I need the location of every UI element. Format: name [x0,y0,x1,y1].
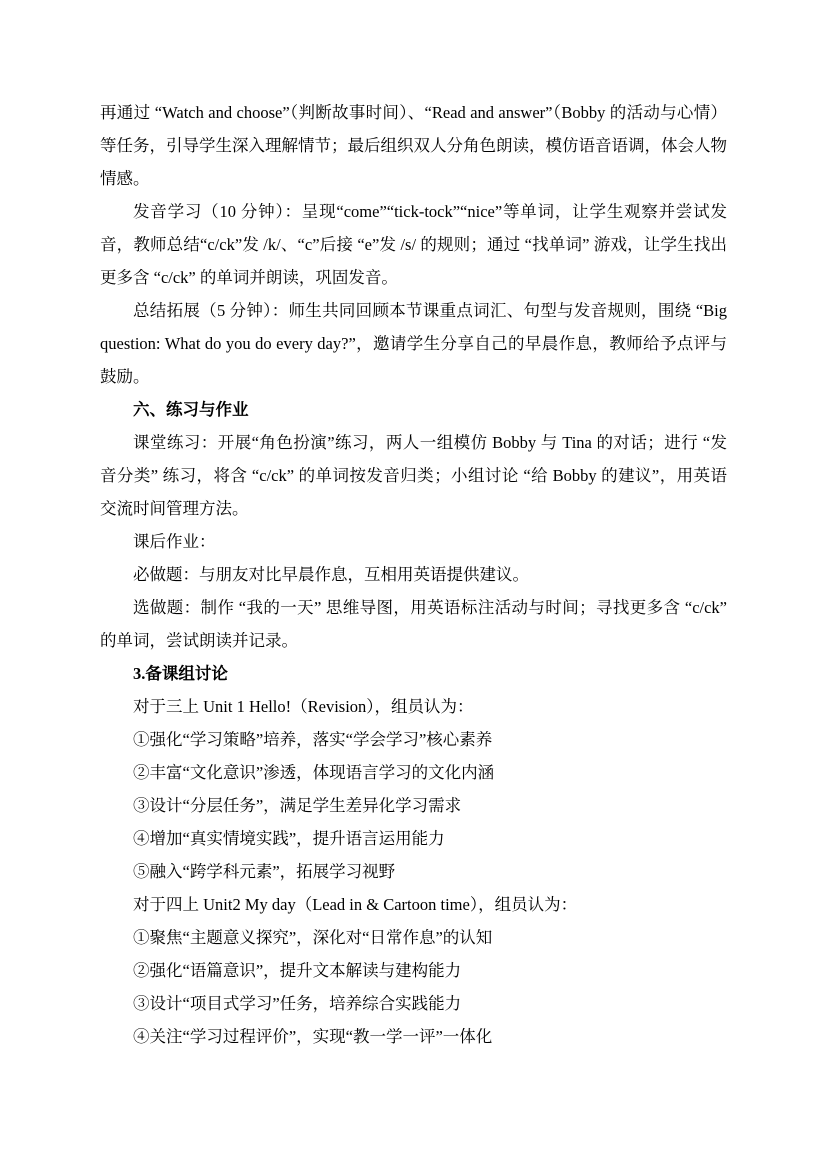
list-item-unit1-point-1: ①强化“学习策略”培养，落实“学会学习”核心素养 [133,730,493,749]
body-paragraph-pronunciation-learning: 发音学习（10 分钟）：呈现“come”“tick-tock”“nice”等单词，让学生观察并尝试发音，教师总结“c/ck”发 /k/、“c”后接 “e”发 /s/ 的规则；通过 “找单词” 游戏，让学生找出更多含 “c/ck” 的单词并朗读，巩固发音。 [100,202,727,287]
list-item-unit2-point-1: ①聚焦“主题意义探究”，深化对“日常作息”的认知 [133,928,493,947]
body-paragraph-summary-extension: 总结拓展（5 分钟）：师生共同回顾本节课重点词汇、句型与发音规则，围绕 “Big question: What do you do every day?”，邀请学生分享自己的早晨作息，教师给予点评与鼓励。 [100,301,727,386]
body-paragraph-unit1-intro: 对于三上 Unit 1 Hello!（Revision），组员认为： [133,697,474,716]
section-heading-group-discussion: 3.备课组讨论 [133,664,228,683]
list-item-unit1-point-5: ⑤融入“跨学科元素”，拓展学习视野 [133,862,396,881]
list-item-unit1-point-2: ②丰富“文化意识”渗透，体现语言学习的文化内涵 [133,763,495,782]
list-item-unit1-point-3: ③设计“分层任务”，满足学生差异化学习需求 [133,796,462,815]
list-item-unit1-point-4: ④增加“真实情境实践”，提升语言运用能力 [133,829,445,848]
body-paragraph-optional-task: 选做题：制作 “我的一天” 思维导图，用英语标注活动与时间；寻找更多含 “c/ck” 的单词，尝试朗读并记录。 [100,598,727,650]
list-item-unit2-point-4: ④关注“学习过程评价”，实现“教一学一评”一体化 [133,1027,493,1046]
body-paragraph-story-tasks: 再通过 “Watch and choose”（判断故事时间）、“Read and answer”（Bobby 的活动与心情）等任务，引导学生深入理解情节；最后组织双人分角色朗读，模仿语音语调，体会人物情感。 [100,103,727,188]
section-heading-practice-homework: 六、练习与作业 [133,400,249,419]
body-paragraph-required-task: 必做题：与朋友对比早晨作息，互相用英语提供建议。 [133,565,529,584]
list-item-unit2-point-2: ②强化“语篇意识”，提升文本解读与建构能力 [133,961,462,980]
body-paragraph-unit2-intro: 对于四上 Unit2 My day（Lead in & Cartoon time），组员认为： [133,895,578,914]
body-paragraph-class-practice: 课堂练习：开展“角色扮演”练习，两人一组模仿 Bobby 与 Tina 的对话；进行 “发音分类” 练习，将含 “c/ck” 的单词按发音归类；小组讨论 “给 Bobby 的建议”，用英语交流时间管理方法。 [100,433,727,518]
body-paragraph-homework-label: 课后作业： [133,532,216,551]
list-item-unit2-point-3: ③设计“项目式学习”任务，培养综合实践能力 [133,994,462,1013]
